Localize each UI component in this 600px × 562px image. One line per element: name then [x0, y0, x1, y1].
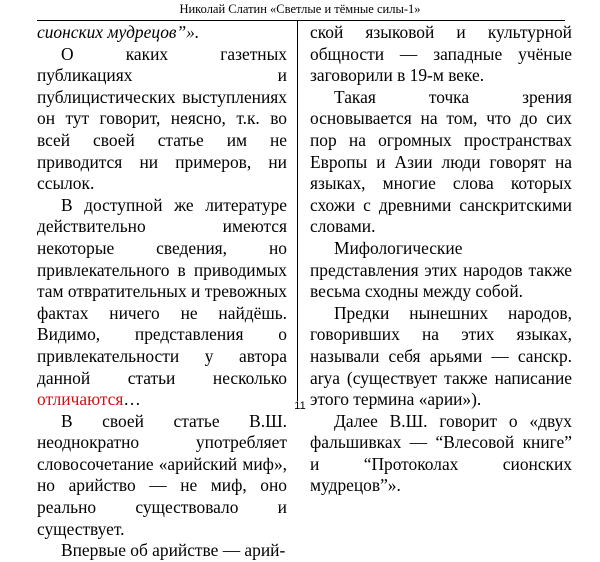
paragraph: Такая точка зрения основывается на том, что до сих пор на огромных пространствах Европы и Азии люди говорят на языках, многие слова которых схожи с древними санскритскими словами.	[310, 86, 572, 237]
ellipsis: …	[123, 389, 141, 410]
header-rule	[37, 20, 565, 21]
left-column	[37, 22, 287, 562]
column-divider	[297, 21, 298, 401]
paragraph: сионских мудрецов”».	[37, 22, 200, 42]
paragraph: ской языковой и культурной общности — западные учёные заговорили в 19-м веке.	[310, 22, 572, 86]
paragraph: Впервые об арийстве — арий-	[61, 540, 286, 561]
paragraph	[37, 195, 287, 411]
running-header: Николай Слатин «Светлые и тёмные силы-1»	[179, 2, 421, 16]
page-number: 11	[294, 400, 306, 412]
paragraph: Предки нынешних народов, говоривших на этих языках, называли себя арьями — санскр. arya (существует также написание этого термина «арии»).	[310, 302, 572, 410]
paragraph: Мифологические представления этих народов также весьма сходны между собой.	[310, 237, 572, 302]
paragraph: Далее В.Ш. говорит о «двух фальшивках — “Влесовой книге” и “Протоколах сионских мудрецов”».	[310, 410, 572, 496]
right-column	[310, 22, 572, 497]
highlighted-word: отличаются	[37, 389, 124, 410]
paragraph: В своей статье В.Ш. неоднократно употребляет словосочетание «арийский миф», но арийство — не миф, оно реально существовало и существует.	[37, 410, 287, 539]
paragraph: О каких газетных публикациях и публицистических выступлениях он тут говорит, неясно, т.к. во всей своей статье им не приводится ни примеров, ни ссылок.	[37, 43, 287, 194]
paragraph-text: В доступной же литературе действительно имеются некоторые сведения, но привлекательного в приводимых там отвратительных и тревожных фактах ничего не найдёшь. Видимо, представления о привлекательности у автора данной статьи несколько	[37, 194, 287, 388]
